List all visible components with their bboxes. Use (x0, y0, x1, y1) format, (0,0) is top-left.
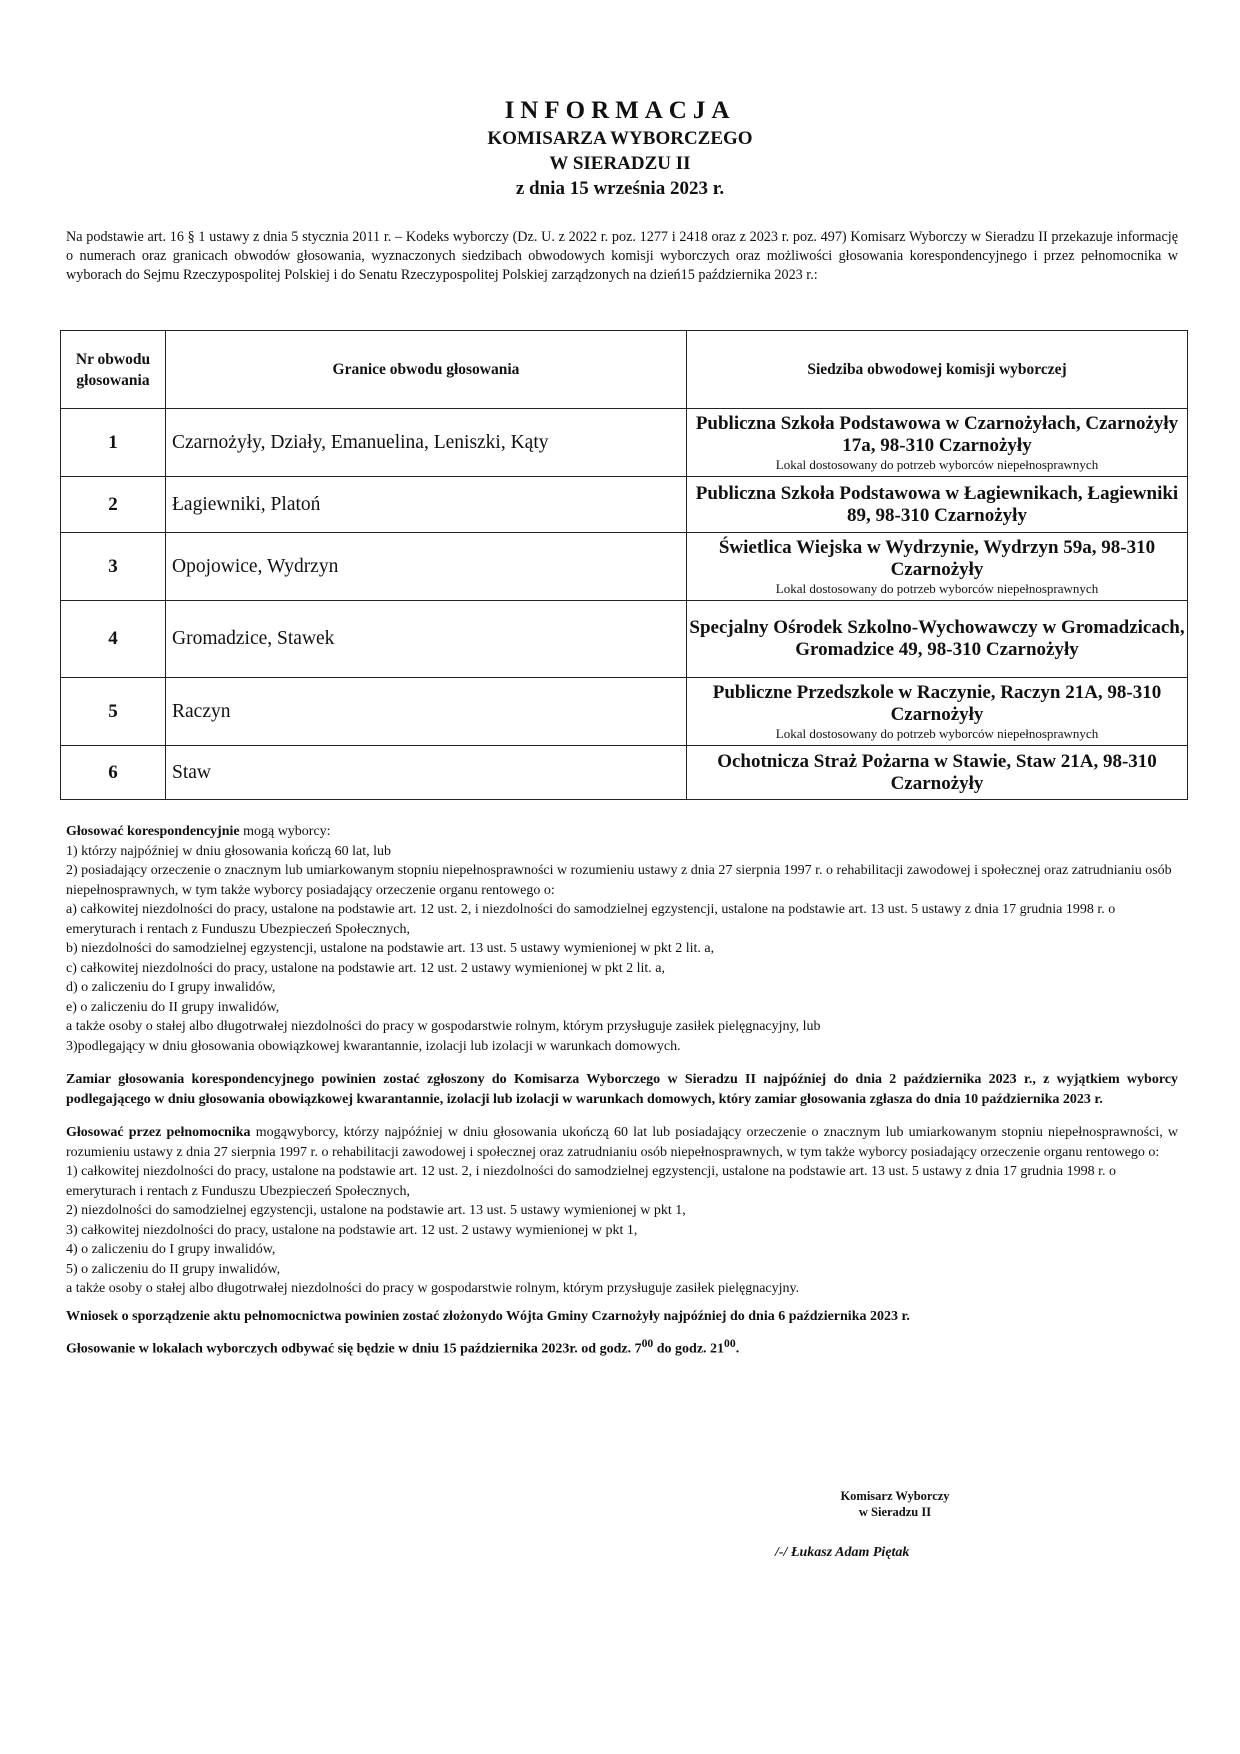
district-seat (687, 409, 1188, 477)
proxy-voting-lead: Głosować przez pełnomocnika mogąwyborcy, którzy najpóźniej w dniu głosowania ukończą 60 lat lub posiadający orzeczenie o znacznym lub umiarkowanym stopniu niepełnosprawności, w rozumieniu ustawy z dnia 27 sierpnia 1997 r. o rehabilitacji zawodowej i społecznej oraz zatrudnianiu osób niepełnosprawnych, w tym także wyborcy posiadający orzeczenie organu rentowego o: (66, 1125, 1178, 1160)
list-item: 5) o zaliczeniu do II grupy inwalidów, (66, 1261, 281, 1277)
seat-name: Specjalny Ośrodek Szkolno-Wychowawczy w Gromadzicach, Gromadzice 49, 98-310 Czarnożyły (689, 617, 1185, 660)
district-number: 3 (61, 533, 166, 601)
seat-name: Świetlica Wiejska w Wydrzynie, Wydrzyn 59a, 98-310 Czarnożyły (718, 537, 1156, 580)
document-title: INFORMACJA (504, 97, 736, 124)
document-header (0, 96, 1240, 201)
district-seat (687, 601, 1188, 678)
district-number: 4 (61, 601, 166, 678)
header-date: z dnia 15 września 2023 r. (515, 178, 725, 199)
body-text (66, 822, 1178, 1359)
signature-block (760, 1488, 1030, 1520)
signatory-office: w Sieradzu II (858, 1505, 932, 1519)
header-line-1: KOMISARZA WYBORCZEGO (487, 128, 753, 149)
district-boundaries: Gromadzice, Stawek (166, 601, 687, 678)
district-seat (687, 746, 1188, 800)
accessibility-note: Lokal dostosowany do potrzeb wyborców niepełnosprawnych (775, 457, 1099, 472)
seat-name: Publiczna Szkoła Podstawowa w Łagiewnikach, Łagiewniki 89, 98-310 Czarnożyły (695, 482, 1179, 526)
district-seat (687, 477, 1188, 533)
seat-name: Publiczne Przedszkole w Raczynie, Raczyn 21A, 98-310 Czarnożyły (712, 682, 1162, 725)
list-item: a także osoby o stałej albo długotrwałej niezdolności do pracy w gospodarstwie rolnym, którym przysługuje zasiłek pielęgnacyjny, lub (66, 1019, 821, 1034)
district-number: 6 (61, 746, 166, 800)
table-row (61, 477, 1188, 533)
district-number: 1 (61, 409, 166, 477)
accessibility-note: Lokal dostosowany do potrzeb wyborców niepełnosprawnych (775, 726, 1099, 741)
district-boundaries: Raczyn (166, 678, 687, 746)
seat-name: Publiczna Szkoła Podstawowa w Czarnożyłach, Czarnożyły 17a, 98-310 Czarnożyły (695, 413, 1179, 456)
list-item: 1) którzy najpóźniej w dniu głosowania kończą 60 lat, lub (66, 843, 392, 859)
list-item: 4) o zaliczeniu do I grupy inwalidów, (66, 1242, 276, 1257)
list-item: 3)podlegający w dniu głosowania obowiązkowej kwarantannie, izolacji lub izolacji w warunkach domowych. (66, 1038, 681, 1054)
list-item: 2) posiadający orzeczenie o znacznym lub umiarkowanym stopniu niepełnosprawności w rozumieniu ustawy z dnia 27 sierpnia 1997 r. o rehabilitacji zawodowej i społecznej oraz zatrudnianiu osób niepełnosprawnych, w tym także wyborcy posiadający orzeczenie organu rentowego o: (66, 863, 1172, 898)
district-seat (687, 678, 1188, 746)
table-row (61, 746, 1188, 800)
header-granice: Granice obwodu głosowania (166, 331, 687, 409)
list-item: a) całkowitej niezdolności do pracy, ustalone na podstawie art. 12 ust. 2, i niezdolności do samodzielnej egzystencji, ustalone na podstawie art. 13 ust. 5 ustawy z dnia 17 grudnia 1998 r. o emeryturach i rentach z Funduszu Ubezpieczeń Społecznych, (66, 902, 1116, 937)
table-row (61, 409, 1188, 477)
districts-table (60, 330, 1188, 800)
header-siedziba: Siedziba obwodowej komisji wyborczej (687, 331, 1188, 409)
intro-paragraph: Na podstawie art. 16 § 1 ustawy z dnia 5 stycznia 2011 r. – Kodeks wyborczy (Dz. U. z 2022 r. poz. 1277 i 2418 oraz z 2023 r. poz. 497) Komisarz Wyborczy w Sieradzu II przekazuje informację o numerach oraz granicach obwodów głosowania, wyznaczonych siedzibach obwodowych komisji wyborczych oraz możliwości głosowania korespondencyjnego i przez pełnomocnika w wyborach do Sejmu Rzeczypospolitej Polskiej i do Senatu Rzeczypospolitej Polskiej zarządzonych na dzień15 października 2023 r.: (66, 229, 1178, 283)
list-item: d) o zaliczeniu do I grupy inwalidów, (66, 980, 276, 995)
district-number: 2 (61, 477, 166, 533)
signatory-name: /-/ Łukasz Adam Piętak (775, 1545, 910, 1560)
list-item: b) niezdolności do samodzielnej egzystencji, ustalone na podstawie art. 13 ust. 5 ustawy wymienionej w pkt 2 lit. a, (66, 941, 715, 956)
list-item: a także osoby o stałej albo długotrwałej niezdolności do pracy w gospodarstwie rolnym, którym przysługuje zasiłek pielęgnacyjny. (66, 1281, 800, 1296)
accessibility-note: Lokal dostosowany do potrzeb wyborców niepełnosprawnych (775, 581, 1099, 596)
district-boundaries: Łagiewniki, Platoń (166, 477, 687, 533)
list-item: 3) całkowitej niezdolności do pracy, ustalone na podstawie art. 12 ust. 2 ustawy wymienionej w pkt 1, (66, 1222, 638, 1238)
seat-name: Ochotnicza Straż Pożarna w Stawie, Staw 21A, 98-310 Czarnożyły (717, 750, 1157, 794)
list-item: e) o zaliczeniu do II grupy inwalidów, (66, 999, 280, 1015)
table-header-row (61, 331, 1188, 409)
list-item: 2) niezdolności do samodzielnej egzystencji, ustalone na podstawie art. 13 ust. 5 ustawy wymienionej w pkt 1, (66, 1203, 686, 1218)
district-boundaries: Czarnożyły, Działy, Emanuelina, Leniszki, Kąty (166, 409, 687, 477)
table-row (61, 678, 1188, 746)
header-line-2: W SIERADZU II (549, 153, 691, 174)
postal-voting-lead: Głosować korespondencyjnie mogą wyborcy: (66, 824, 331, 839)
district-boundaries: Staw (166, 746, 687, 800)
table-row (61, 601, 1188, 678)
postal-voting-deadline: Zamiar głosowania korespondencyjnego powinien zostać zgłoszony do Komisarza Wyborczego w Sieradzu II najpóźniej do dnia 2 października 2023 r., z wyjątkiem wyborcy podlegającego w dniu głosowania obowiązkowej kwarantannie, izolacji lub izolacji w warunkach domowych, który zamiar głosowania zgłasza do dnia 10 października 2023 r. (66, 1072, 1178, 1107)
table-row (61, 533, 1188, 601)
list-item: 1) całkowitej niezdolności do pracy, ustalone na podstawie art. 12 ust. 2, i niezdolności do samodzielnej egzystencji, ustalone na podstawie art. 13 ust. 5 ustawy z dnia 17 grudnia 1998 r. o emeryturach i rentach z Funduszu Ubezpieczeń Społecznych, (66, 1164, 1117, 1199)
signatory-title: Komisarz Wyborczy (840, 1489, 950, 1503)
district-number: 5 (61, 678, 166, 746)
list-item: c) całkowitej niezdolności do pracy, ustalone na podstawie art. 12 ust. 2 ustawy wymienionej w pkt 2 lit. a, (66, 960, 666, 976)
district-boundaries: Opojowice, Wydrzyn (166, 533, 687, 601)
proxy-deadline: Wniosek o sporządzenie aktu pełnomocnictwa powinien zostać złożonydo Wójta Gminy Czarnożyły najpóźniej do dnia 6 października 2023 r. (66, 1308, 910, 1324)
voting-hours: Głosowanie w lokalach wyborczych odbywać się będzie w dniu 15 października 2023r. od godz. $7^{00}$ do godz. $21^{00}$. (66, 1337, 740, 1357)
district-seat (687, 533, 1188, 601)
header-nr: Nr obwodu głosowania (61, 331, 166, 409)
